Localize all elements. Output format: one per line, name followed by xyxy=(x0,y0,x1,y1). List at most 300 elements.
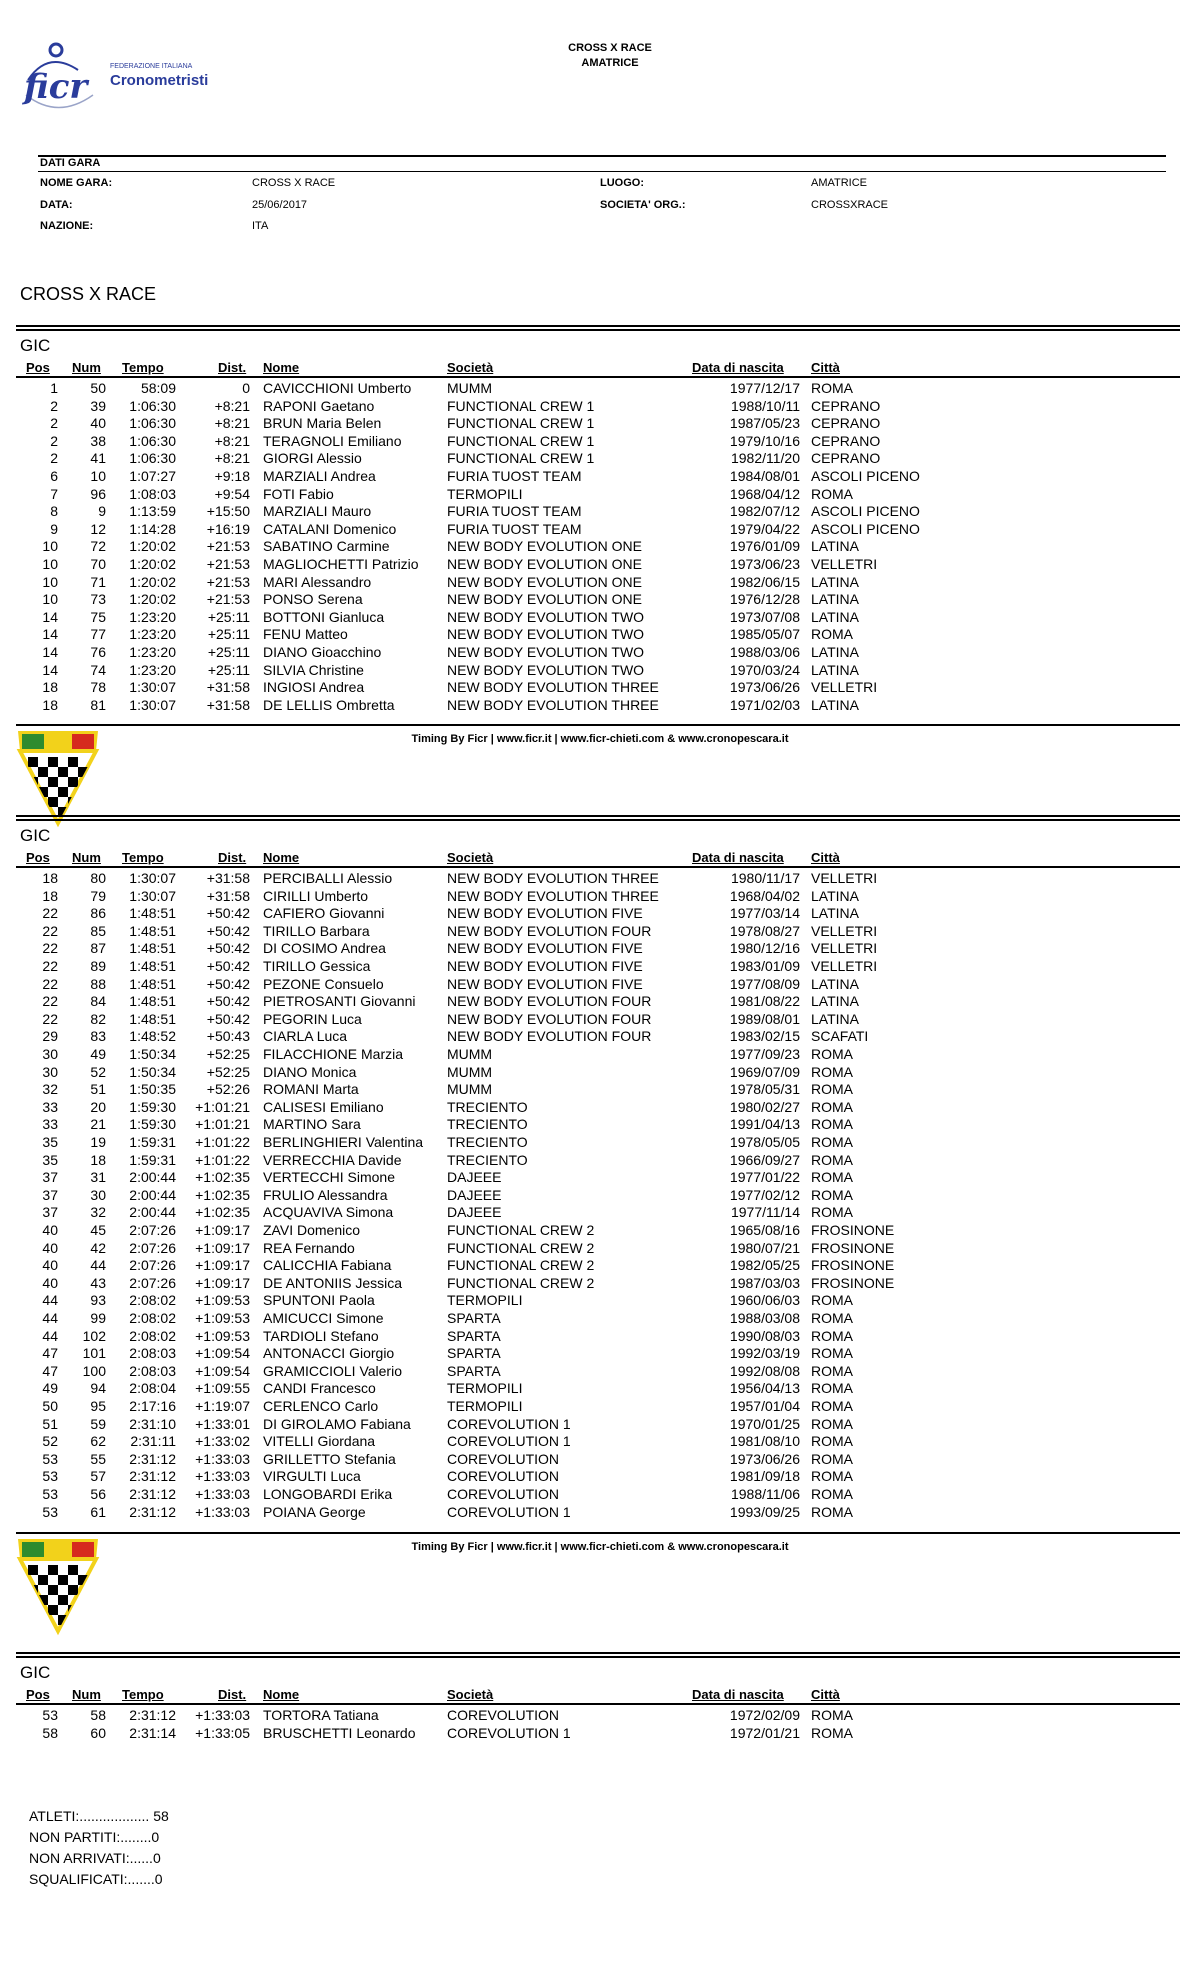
cell-societa: SPARTA xyxy=(447,1310,501,1326)
cell-dist: +52:25 xyxy=(206,1063,250,1080)
cell-citta: VELLETRI xyxy=(811,940,878,957)
cell-nome: DI GIROLAMO Fabiana xyxy=(263,1415,411,1432)
divider xyxy=(38,171,1166,172)
cell-num: 71 xyxy=(90,573,106,590)
cell-data-nascita: 1979/10/16 xyxy=(729,432,800,449)
cell-num: 72 xyxy=(90,538,106,555)
cell-citta: FROSINONE xyxy=(811,1274,895,1291)
cell-societa: FUNCTIONAL CREW 2 xyxy=(447,1257,595,1274)
cell-citta: ROMA xyxy=(811,1724,853,1741)
cell-nome: RAPONI Gaetano xyxy=(263,397,375,414)
cell-num: 30 xyxy=(90,1186,106,1203)
cell-citta: SCAFATI xyxy=(811,1028,869,1045)
cell-dist: +21:53 xyxy=(206,573,250,590)
footer-credits: Timing By Ficr | www.ficr.it | www.ficr-chieti.com & www.cronopescara.it xyxy=(411,733,789,745)
cell-data-nascita: 1973/06/23 xyxy=(729,556,800,572)
cell-societa: MUMM xyxy=(447,1046,493,1062)
cell-tempo: 1:23:20 xyxy=(129,644,176,660)
cell-societa: COREVOLUTION xyxy=(447,1486,560,1502)
cell-tempo: 1:48:51 xyxy=(129,993,176,1010)
table-row xyxy=(0,1169,1200,1187)
cell-citta: LATINA xyxy=(811,1010,859,1027)
table-row xyxy=(0,626,1200,644)
cell-data-nascita: 1990/08/03 xyxy=(729,1327,800,1344)
cell-pos: 44 xyxy=(42,1292,58,1309)
cell-tempo: 1:30:07 xyxy=(129,870,176,886)
cell-citta: ROMA xyxy=(811,1169,853,1186)
cell-citta: ROMA xyxy=(811,1415,853,1432)
cell-dist: +1:33:05 xyxy=(195,1724,250,1741)
cell-dist: +1:33:02 xyxy=(195,1433,250,1450)
cell-num: 88 xyxy=(90,975,106,992)
cell-num: 101 xyxy=(82,1345,106,1362)
cell-dist: +1:01:22 xyxy=(195,1134,250,1150)
cell-dist: +31:58 xyxy=(206,870,250,886)
cell-nome: DIANO Gioacchino xyxy=(263,644,382,660)
cell-societa: TERMOPILI xyxy=(447,1380,523,1397)
cell-num: 55 xyxy=(90,1450,106,1467)
cell-tempo: 2:31:12 xyxy=(129,1450,176,1467)
cell-data-nascita: 1976/01/09 xyxy=(729,538,800,555)
cell-data-nascita: 1988/03/06 xyxy=(729,644,800,660)
cell-nome: TORTORA Tatiana xyxy=(263,1707,379,1723)
table-row xyxy=(0,574,1200,592)
column-header-tempo: Tempo xyxy=(122,850,164,865)
cell-dist: +1:09:53 xyxy=(195,1310,250,1326)
cell-nome: CERLENCO Carlo xyxy=(263,1398,379,1414)
cell-pos: 53 xyxy=(42,1468,58,1485)
cell-societa: COREVOLUTION xyxy=(447,1468,560,1485)
table-row xyxy=(0,398,1200,416)
cell-societa: FUNCTIONAL CREW 1 xyxy=(447,432,595,449)
data-label: DATA: xyxy=(40,199,73,211)
cell-data-nascita: 1981/09/18 xyxy=(729,1468,800,1485)
document-title: CROSS X RACE xyxy=(568,42,652,54)
cell-societa: DAJEEE xyxy=(447,1186,502,1203)
cell-data-nascita: 1973/06/26 xyxy=(729,1450,800,1467)
column-header-dist: Dist. xyxy=(218,850,247,865)
cell-pos: 10 xyxy=(42,591,58,608)
cell-tempo: 1:48:51 xyxy=(129,905,176,922)
cell-nome: AMICUCCI Simone xyxy=(263,1310,384,1326)
cell-societa: FUNCTIONAL CREW 2 xyxy=(447,1274,595,1291)
cell-societa: NEW BODY EVOLUTION THREE xyxy=(447,679,659,696)
cell-num: 38 xyxy=(90,432,106,449)
table-row xyxy=(0,993,1200,1011)
cell-num: 86 xyxy=(90,905,106,922)
cell-citta: ROMA xyxy=(811,1362,853,1379)
cell-citta: ASCOLI PICENO xyxy=(811,468,920,484)
cell-data-nascita: 1982/06/15 xyxy=(729,573,800,590)
table-row xyxy=(0,433,1200,451)
cell-societa: NEW BODY EVOLUTION FOUR xyxy=(447,922,652,939)
cell-nome: PERCIBALLI Alessio xyxy=(263,870,393,886)
cell-data-nascita: 1988/10/11 xyxy=(730,397,800,414)
cell-num: 61 xyxy=(90,1503,106,1520)
cell-num: 51 xyxy=(90,1081,106,1098)
cell-dist: +50:43 xyxy=(206,1028,250,1045)
cell-data-nascita: 1970/03/24 xyxy=(729,661,800,678)
cell-citta: ASCOLI PICENO xyxy=(811,520,920,537)
fal-flag-logo xyxy=(16,729,100,825)
cell-data-nascita: 1978/05/31 xyxy=(729,1081,800,1098)
cell-dist: +1:09:17 xyxy=(195,1257,250,1274)
cell-num: 78 xyxy=(90,679,106,696)
cell-pos: 1 xyxy=(50,380,58,396)
cell-citta: ROMA xyxy=(811,1327,853,1344)
cell-nome: GRAMICCIOLI Valerio xyxy=(263,1362,402,1379)
cell-num: 42 xyxy=(90,1239,106,1256)
cell-tempo: 1:48:52 xyxy=(129,1028,176,1045)
cell-dist: +1:19:07 xyxy=(195,1398,250,1414)
logo-sub: Cronometristi xyxy=(110,72,209,89)
cell-citta: LATINA xyxy=(811,993,859,1010)
cell-pos: 40 xyxy=(42,1274,58,1291)
cell-nome: CAFIERO Giovanni xyxy=(263,905,385,922)
cell-data-nascita: 1988/03/08 xyxy=(729,1310,800,1326)
cell-num: 19 xyxy=(90,1134,106,1150)
cell-dist: +52:25 xyxy=(206,1046,250,1062)
cell-pos: 18 xyxy=(42,870,58,886)
cell-pos: 30 xyxy=(42,1046,58,1062)
cell-societa: NEW BODY EVOLUTION ONE xyxy=(447,538,642,555)
cell-dist: +25:11 xyxy=(207,608,250,625)
cell-dist: +31:58 xyxy=(206,679,250,696)
cell-data-nascita: 1989/08/01 xyxy=(729,1010,800,1027)
cell-nome: CANDI Francesco xyxy=(263,1380,376,1397)
cell-data-nascita: 1976/12/28 xyxy=(729,591,800,608)
cell-societa: NEW BODY EVOLUTION ONE xyxy=(447,556,642,572)
table-row xyxy=(0,521,1200,539)
cell-dist: 0 xyxy=(242,380,250,396)
cell-citta: ROMA xyxy=(811,1433,853,1450)
table-row xyxy=(0,1345,1200,1363)
cell-citta: LATINA xyxy=(811,905,859,922)
luogo-label: LUOGO: xyxy=(600,177,644,189)
table-row xyxy=(0,415,1200,433)
cell-nome: VERTECCHI Simone xyxy=(263,1169,396,1186)
cell-num: 74 xyxy=(90,661,106,678)
nome-gara-label: NOME GARA: xyxy=(40,177,113,189)
cell-num: 21 xyxy=(90,1116,106,1133)
cell-citta: ROMA xyxy=(811,1380,853,1397)
footer-credits: Timing By Ficr | www.ficr.it | www.ficr-chieti.com & www.cronopescara.it xyxy=(411,1541,789,1553)
cell-societa: SPARTA xyxy=(447,1345,501,1362)
cell-dist: +50:42 xyxy=(206,922,250,939)
cell-num: 12 xyxy=(90,520,106,537)
cell-num: 73 xyxy=(90,591,106,608)
cell-societa: TERMOPILI xyxy=(447,1292,523,1309)
cell-pos: 22 xyxy=(42,975,58,992)
cell-citta: ROMA xyxy=(811,485,853,502)
cell-pos: 14 xyxy=(42,661,58,678)
table-row xyxy=(0,1310,1200,1328)
column-header-nome: Nome xyxy=(263,1687,300,1702)
cell-tempo: 1:20:02 xyxy=(129,538,176,555)
cell-num: 83 xyxy=(90,1028,106,1045)
cell-societa: FURIA TUOST TEAM xyxy=(447,503,582,520)
fal-flag-logo xyxy=(16,1537,100,1633)
cell-nome: CIRILLI Umberto xyxy=(263,887,369,904)
cell-num: 94 xyxy=(90,1380,106,1397)
cell-nome: SILVIA Christine xyxy=(263,661,364,678)
cell-societa: COREVOLUTION 1 xyxy=(447,1415,571,1432)
category-label: GIC xyxy=(20,336,51,355)
nazione-label: NAZIONE: xyxy=(40,220,94,232)
cell-citta: ROMA xyxy=(811,1098,853,1115)
cell-citta: ROMA xyxy=(811,1468,853,1485)
cell-citta: VELLETRI xyxy=(811,679,878,696)
cell-pos: 22 xyxy=(42,905,58,922)
cell-num: 31 xyxy=(90,1169,106,1186)
cell-dist: +1:33:03 xyxy=(195,1450,250,1467)
cell-societa: NEW BODY EVOLUTION TWO xyxy=(447,626,645,643)
cell-data-nascita: 1968/04/02 xyxy=(729,887,800,904)
cell-dist: +16:19 xyxy=(206,520,250,537)
cell-pos: 40 xyxy=(42,1257,58,1274)
cell-data-nascita: 1968/04/12 xyxy=(729,485,800,502)
section-rule xyxy=(16,329,1180,331)
table-row xyxy=(0,679,1200,697)
cell-num: 58 xyxy=(90,1707,106,1723)
table-row xyxy=(0,1204,1200,1222)
cell-dist: +1:01:21 xyxy=(195,1098,250,1115)
cell-data-nascita: 1971/02/03 xyxy=(729,696,800,713)
cell-dist: +1:02:35 xyxy=(195,1186,250,1203)
cell-data-nascita: 1957/01/04 xyxy=(729,1398,800,1414)
table-row xyxy=(0,1468,1200,1486)
cell-tempo: 1:14:28 xyxy=(129,520,176,537)
cell-dist: +1:02:35 xyxy=(195,1169,250,1186)
cell-dist: +50:42 xyxy=(206,958,250,974)
cell-nome: CAVICCHIONI Umberto xyxy=(263,380,412,396)
cell-num: 52 xyxy=(90,1063,106,1080)
cell-data-nascita: 1973/06/26 xyxy=(729,679,800,696)
cell-citta: LATINA xyxy=(811,573,859,590)
table-row xyxy=(0,1380,1200,1398)
cell-tempo: 1:30:07 xyxy=(129,887,176,904)
document-subtitle: AMATRICE xyxy=(581,57,639,69)
cell-dist: +1:33:03 xyxy=(195,1503,250,1520)
cell-pos: 37 xyxy=(42,1204,58,1221)
cell-nome: PEZONE Consuelo xyxy=(263,975,384,992)
cell-societa: NEW BODY EVOLUTION FOUR xyxy=(447,1028,652,1045)
column-header-row xyxy=(0,360,1200,376)
column-header-num: Num xyxy=(72,850,101,865)
cell-num: 81 xyxy=(90,696,106,713)
cell-tempo: 2:00:44 xyxy=(129,1186,176,1203)
cell-nome: TIRILLO Barbara xyxy=(263,922,370,939)
cell-nome: GRILLETTO Stefania xyxy=(263,1450,396,1467)
cell-data-nascita: 1977/09/23 xyxy=(729,1046,800,1062)
cell-data-nascita: 1982/05/25 xyxy=(729,1257,800,1274)
table-row xyxy=(0,1116,1200,1134)
cell-societa: FUNCTIONAL CREW 1 xyxy=(447,450,595,467)
cell-societa: FUNCTIONAL CREW 2 xyxy=(447,1239,595,1256)
column-header-row xyxy=(0,850,1200,866)
cell-citta: FROSINONE xyxy=(811,1239,895,1256)
cell-pos: 32 xyxy=(42,1081,58,1098)
cell-tempo: 1:13:59 xyxy=(129,503,176,520)
cell-dist: +9:18 xyxy=(214,468,250,484)
column-header-citta: Città xyxy=(811,360,840,375)
cell-data-nascita: 1977/02/12 xyxy=(729,1186,800,1203)
cell-societa: COREVOLUTION xyxy=(447,1450,560,1467)
cell-nome: INGIOSI Andrea xyxy=(263,679,365,696)
cell-num: 50 xyxy=(90,380,106,396)
cell-citta: ROMA xyxy=(811,1345,853,1362)
cell-citta: ROMA xyxy=(811,1116,853,1133)
column-header-num: Num xyxy=(72,1687,101,1702)
cell-pos: 53 xyxy=(42,1450,58,1467)
cell-pos: 22 xyxy=(42,993,58,1010)
cell-num: 43 xyxy=(90,1274,106,1291)
cell-tempo: 1:06:30 xyxy=(129,450,176,467)
cell-nome: POIANA George xyxy=(263,1503,366,1520)
cell-data-nascita: 1980/11/17 xyxy=(730,870,800,886)
cell-tempo: 2:31:12 xyxy=(129,1486,176,1502)
column-header-tempo: Tempo xyxy=(122,1687,164,1702)
cell-num: 100 xyxy=(82,1362,106,1379)
table-row xyxy=(0,486,1200,504)
cell-num: 85 xyxy=(90,922,106,939)
societa-label: SOCIETA' ORG.: xyxy=(600,199,686,211)
column-header-societa: Società xyxy=(447,360,494,375)
cell-tempo: 1:59:31 xyxy=(129,1151,176,1168)
cell-pos: 50 xyxy=(42,1398,58,1414)
cell-citta: ROMA xyxy=(811,1186,853,1203)
cell-nome: CATALANI Domenico xyxy=(263,520,397,537)
cell-dist: +1:02:35 xyxy=(195,1204,250,1221)
cell-num: 10 xyxy=(90,468,106,484)
cell-data-nascita: 1972/02/09 xyxy=(729,1707,800,1723)
table-row xyxy=(0,538,1200,556)
cell-citta: ROMA xyxy=(811,380,853,396)
cell-tempo: 1:48:51 xyxy=(129,975,176,992)
cell-pos: 14 xyxy=(42,626,58,643)
cell-citta: ROMA xyxy=(811,1503,853,1520)
column-header-data_nascita: Data di nascita xyxy=(692,850,784,865)
column-header-pos: Pos xyxy=(26,360,50,375)
cell-num: 60 xyxy=(90,1724,106,1741)
cell-data-nascita: 1977/01/22 xyxy=(729,1169,800,1186)
cell-tempo: 1:59:31 xyxy=(129,1134,176,1150)
cell-data-nascita: 1987/03/03 xyxy=(729,1274,800,1291)
column-header-tempo: Tempo xyxy=(122,360,164,375)
race-title: CROSS X RACE xyxy=(20,284,157,304)
table-row xyxy=(0,870,1200,888)
cell-tempo: 2:31:12 xyxy=(129,1503,176,1520)
cell-societa: NEW BODY EVOLUTION FIVE xyxy=(447,905,643,922)
cell-dist: +9:54 xyxy=(214,485,250,502)
cell-dist: +1:33:03 xyxy=(195,1486,250,1502)
cell-societa: FUNCTIONAL CREW 2 xyxy=(447,1222,595,1238)
cell-citta: CEPRANO xyxy=(811,415,881,432)
cell-dist: +1:01:22 xyxy=(195,1151,250,1168)
cell-nome: GIORGI Alessio xyxy=(263,450,362,467)
cell-societa: TRECIENTO xyxy=(447,1134,528,1150)
cell-societa: NEW BODY EVOLUTION THREE xyxy=(447,870,659,886)
cell-societa: NEW BODY EVOLUTION FOUR xyxy=(447,993,652,1010)
section-rule xyxy=(16,325,1180,327)
logo-tag: FEDERAZIONE ITALIANA xyxy=(110,63,193,70)
cell-nome: CALISESI Emiliano xyxy=(263,1098,384,1115)
cell-dist: +1:09:55 xyxy=(195,1380,250,1397)
cell-tempo: 2:31:14 xyxy=(129,1724,176,1741)
column-header-nome: Nome xyxy=(263,360,300,375)
cell-citta: VELLETRI xyxy=(811,556,878,572)
cell-data-nascita: 1972/01/21 xyxy=(729,1724,800,1741)
cell-societa: DAJEEE xyxy=(447,1169,502,1186)
cell-data-nascita: 1985/05/07 xyxy=(729,626,800,643)
cell-num: 41 xyxy=(90,450,106,467)
cell-num: 87 xyxy=(90,940,106,957)
cell-pos: 44 xyxy=(42,1310,58,1326)
cell-nome: ZAVI Domenico xyxy=(263,1222,360,1238)
cell-citta: ROMA xyxy=(811,1398,853,1414)
cell-societa: TRECIENTO xyxy=(447,1098,528,1115)
table-row xyxy=(0,609,1200,627)
cell-dist: +50:42 xyxy=(206,1010,250,1027)
cell-dist: +1:01:21 xyxy=(195,1116,250,1133)
cell-societa: TRECIENTO xyxy=(447,1116,528,1133)
cell-citta: LATINA xyxy=(811,608,859,625)
cell-num: 32 xyxy=(90,1204,106,1221)
cell-citta: FROSINONE xyxy=(811,1222,895,1238)
cell-nome: VERRECCHIA Davide xyxy=(263,1151,402,1168)
checkered-flag-icon xyxy=(16,1537,100,1633)
cell-societa: NEW BODY EVOLUTION FIVE xyxy=(447,975,643,992)
cell-nome: PIETROSANTI Giovanni xyxy=(263,993,416,1010)
cell-tempo: 2:08:03 xyxy=(129,1345,176,1362)
cell-citta: LATINA xyxy=(811,887,859,904)
cell-dist: +25:11 xyxy=(207,644,250,660)
cell-pos: 37 xyxy=(42,1186,58,1203)
cell-dist: +31:58 xyxy=(206,887,250,904)
cell-num: 20 xyxy=(90,1098,106,1115)
cell-pos: 2 xyxy=(50,397,58,414)
cell-data-nascita: 1977/08/09 xyxy=(729,975,800,992)
cell-num: 93 xyxy=(90,1292,106,1309)
cell-pos: 8 xyxy=(50,503,58,520)
cell-nome: MARZIALI Andrea xyxy=(263,468,376,484)
cell-societa: NEW BODY EVOLUTION TWO xyxy=(447,608,645,625)
ficr-logo xyxy=(18,40,209,120)
table-row xyxy=(0,644,1200,662)
table-row xyxy=(0,591,1200,609)
cell-dist: +50:42 xyxy=(206,940,250,957)
cell-data-nascita: 1992/08/08 xyxy=(729,1362,800,1379)
cell-pos: 58 xyxy=(42,1724,58,1741)
cell-societa: DAJEEE xyxy=(447,1204,502,1221)
cell-data-nascita: 1969/07/09 xyxy=(729,1063,800,1080)
cell-tempo: 2:08:02 xyxy=(129,1292,176,1309)
cell-dist: +31:58 xyxy=(206,696,250,713)
footer-rule xyxy=(16,724,1180,726)
footer-rule xyxy=(16,1532,1180,1534)
table-row xyxy=(0,1081,1200,1099)
cell-tempo: 1:07:27 xyxy=(129,468,176,484)
cell-data-nascita: 1956/04/13 xyxy=(729,1380,800,1397)
cell-data-nascita: 1977/03/14 xyxy=(729,905,800,922)
cell-nome: ROMANI Marta xyxy=(263,1081,359,1098)
cell-tempo: 2:07:26 xyxy=(129,1239,176,1256)
table-row xyxy=(0,1046,1200,1064)
cell-nome: TERAGNOLI Emiliano xyxy=(263,432,402,449)
table-row xyxy=(0,1707,1200,1725)
cell-nome: TARDIOLI Stefano xyxy=(263,1327,379,1344)
cell-num: 89 xyxy=(90,958,106,974)
